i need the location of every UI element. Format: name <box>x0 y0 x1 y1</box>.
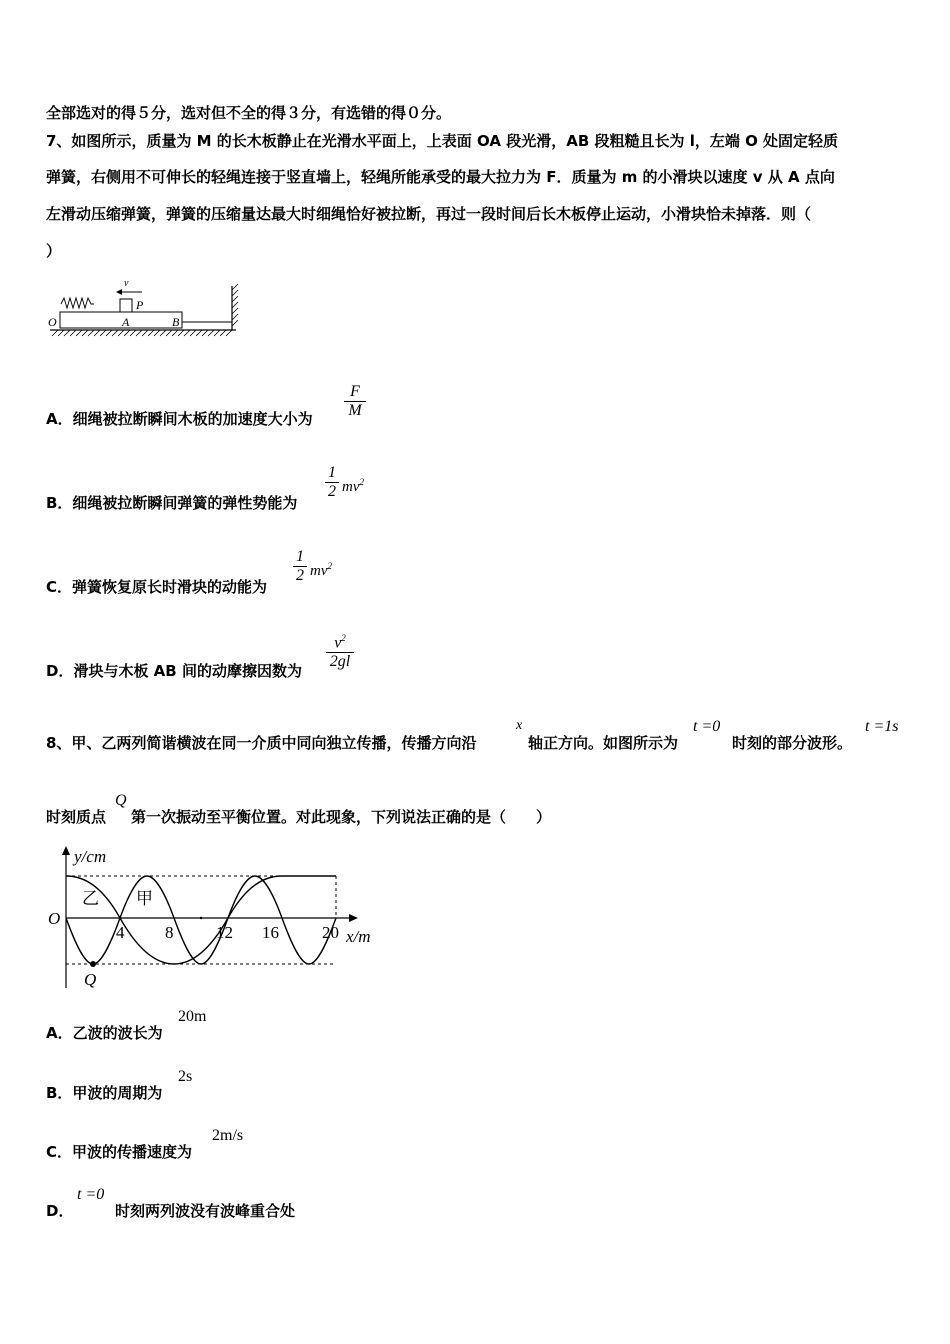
q7-line-2: 弹簧，右侧用不可伸长的轻绳连接于竖直墙上，轻绳所能承受的最大拉力为 F．质量为 m 的小滑块以速度 v 从 A 点向 <box>46 168 835 186</box>
q8-graph-origin: O <box>48 909 61 928</box>
q7-option-a-fraction: F M <box>344 383 366 420</box>
q7-option-c: C．弹簧恢复原长时滑块的动能为 <box>46 578 268 596</box>
q8-graph-tick-20: 20 <box>322 923 339 942</box>
q8-line-2a: 时刻质点 <box>46 808 107 826</box>
q8-graph-point-Q: Q <box>84 970 97 989</box>
q8-x-symbol: x <box>516 718 523 733</box>
intro-text: 全部选对的得５分，选对但不全的得３分，有选错的得０分。 <box>46 104 452 122</box>
q7-line-4: ） <box>46 242 62 260</box>
q7-option-d: D．滑块与木板 AB 间的动摩擦因数为 <box>46 662 302 680</box>
q8-graph-tick-16: 16 <box>262 923 279 942</box>
q8-wave-graph <box>44 842 384 990</box>
q8-option-a: A．乙波的波长为 <box>46 1024 163 1042</box>
q7-option-d-fraction: $v^2$ 2gl <box>326 633 354 671</box>
q8-line-1b: 轴正方向。如图所示为 <box>528 734 679 752</box>
q7-label-P: P <box>136 298 144 312</box>
q7-option-b-expr: $mv^2$ <box>342 477 364 495</box>
q8-option-b: B．甲波的周期为 <box>46 1084 163 1102</box>
q8-line-1c: 时刻的部分波形。 <box>732 734 853 752</box>
q7-line-1: 7、如图所示，质量为 M 的长木板静止在光滑水平面上，上表面 OA 段光滑，AB 段粗糙且长为 l，左端 O 处固定轻质 <box>46 132 839 150</box>
q7-option-b: B．细绳被拉断瞬间弹簧的弹性势能为 <box>46 494 298 512</box>
q8-Q-symbol: Q <box>115 792 127 809</box>
q8-option-d: D． <box>46 1202 74 1220</box>
q7-label-O: O <box>48 315 57 329</box>
q7-option-a: A．细绳被拉断瞬间木板的加速度大小为 <box>46 410 313 428</box>
q8-graph-label-jia: 甲 <box>136 889 153 908</box>
q7-figure <box>44 276 244 342</box>
q8-t1: t =1s <box>865 718 899 735</box>
q8-graph-tick-12: 12 <box>216 923 233 942</box>
q7-label-B: B <box>172 315 180 329</box>
q8-line-2b: 第一次振动至平衡位置。对此现象，下列说法正确的是（ ） <box>131 808 552 826</box>
q8-option-c-value: 2m/s <box>212 1127 244 1144</box>
q8-graph-tick-4: 4 <box>116 923 125 942</box>
q8-t0: t =0 <box>693 718 721 735</box>
q8-graph-xlabel: x/m <box>346 927 371 946</box>
q8-option-d-tail: 时刻两列波没有波峰重合处 <box>115 1202 296 1220</box>
q7-line-3: 左滑动压缩弹簧，弹簧的压缩量达最大时细绳恰好被拉断，再过一段时间后长木板停止运动，小滑块恰未掉落．则（ <box>46 205 812 223</box>
q8-graph-ylabel: y/cm <box>74 847 107 866</box>
q7-label-A: A <box>122 315 130 329</box>
q8-line-1a: 8、甲、乙两列简谐横波在同一介质中同向独立传播，传播方向沿 <box>46 734 477 752</box>
q8-graph-tick-8: 8 <box>165 923 174 942</box>
q7-option-c-expr: $mv^2$ <box>310 561 332 579</box>
q8-option-d-value: t =0 <box>77 1186 105 1203</box>
q7-option-b-fraction: 1 2 <box>325 464 339 501</box>
q7-option-c-fraction: 1 2 <box>293 548 307 585</box>
q7-label-v: v <box>124 278 129 289</box>
q8-option-a-value: 20m <box>178 1008 207 1025</box>
q8-option-b-value: 2s <box>178 1068 193 1085</box>
q8-option-c: C．甲波的传播速度为 <box>46 1143 193 1161</box>
q8-graph-label-yi: 乙 <box>82 889 99 908</box>
